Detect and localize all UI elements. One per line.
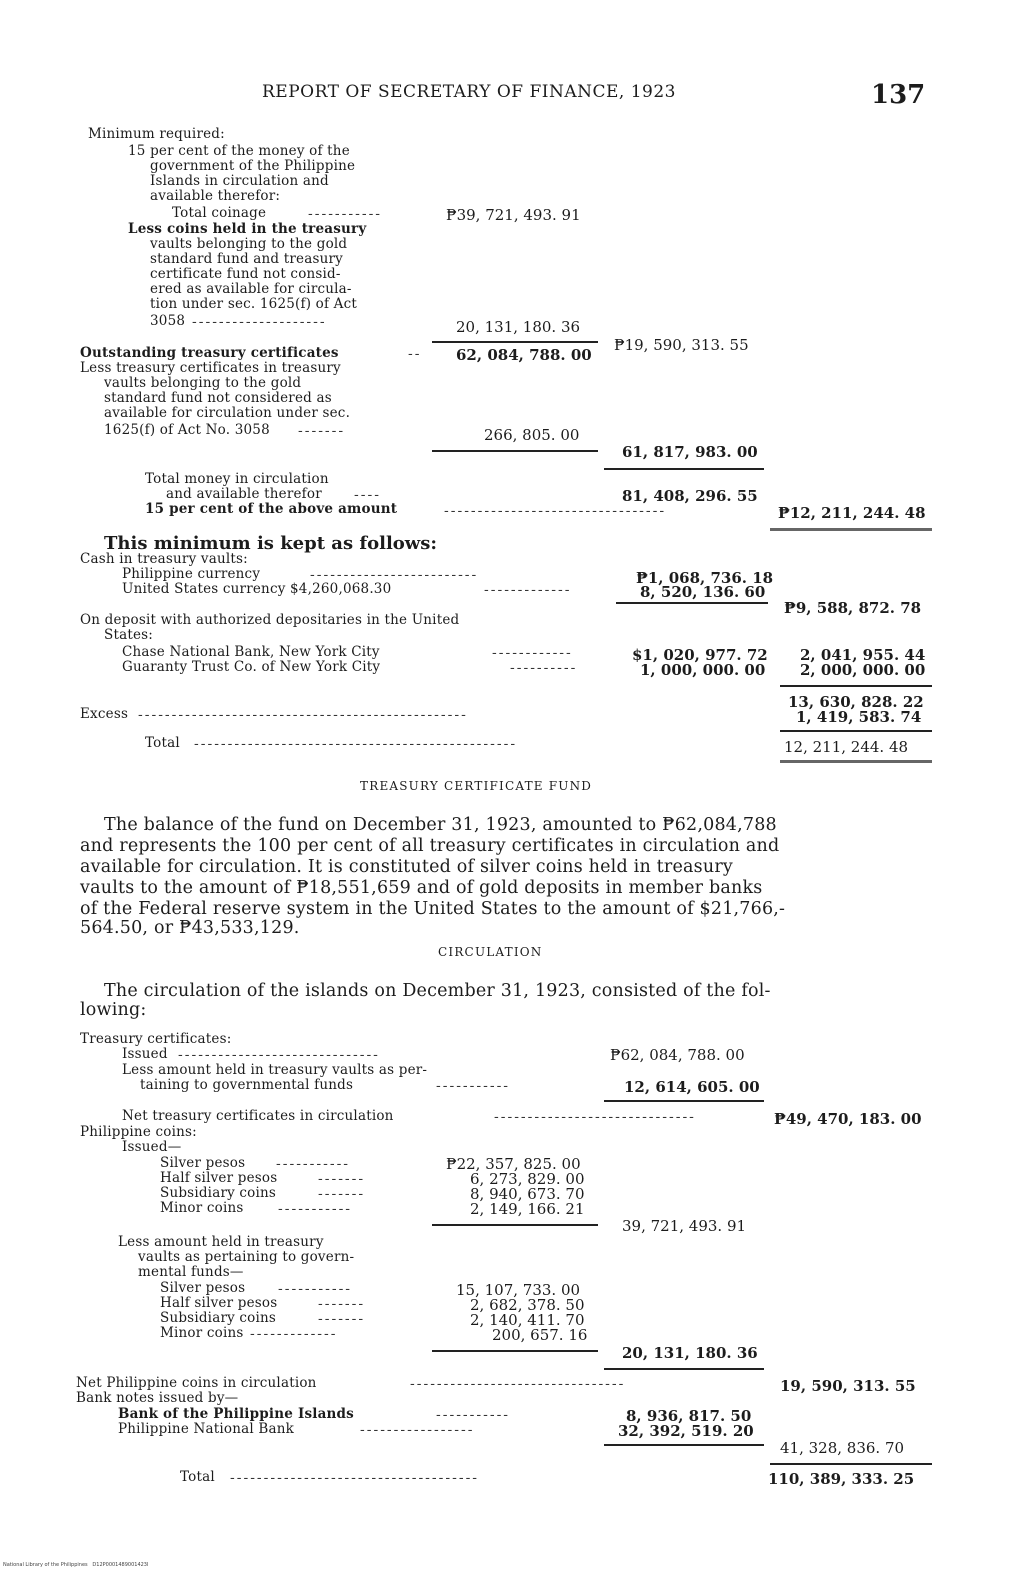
fund-heading: TREASURY CERTIFICATE FUND [360,779,593,793]
less-coins-value: 20, 131, 180. 36 [456,318,581,336]
circulation-total-value: 110, 389, 333. 25 [768,1470,915,1488]
half-silver-held-value: 2, 682, 378. 50 [470,1296,585,1314]
double-rule [780,760,932,763]
min-text: Islands in circulation and [150,173,329,189]
leader: ----------- [276,1156,351,1172]
net-cert-value: 61, 817, 983. 00 [622,443,758,461]
rule [604,1100,764,1102]
min-text: government of the Philippine [150,158,356,174]
guaranty-php-value: 2, 000, 000. 00 [800,661,926,679]
rule [780,685,932,687]
net-treasury-value: ₱49, 470, 183. 00 [774,1110,922,1128]
footer-scan-id: National Library of the Philippines D12P0001489001423I [3,1562,149,1568]
silver-pesos-held-value: 15, 107, 733. 00 [456,1281,581,1299]
sum-value: 13, 630, 828. 22 [788,693,924,711]
coins-issued-total: 39, 721, 493. 91 [622,1217,747,1235]
subsidiary-held-value: 2, 140, 411. 70 [470,1311,585,1329]
leader: ----------- [436,1407,511,1423]
rule [432,341,598,343]
rule [604,468,764,470]
subsidiary-label: Subsidiary coins [160,1185,277,1201]
leader: -------------------------------- [410,1376,626,1392]
less-amount-text: mental funds— [138,1264,244,1280]
deposit-text: On deposit with authorized depositaries in the United [80,612,460,628]
less-cert-text: standard fund not considered as [104,390,332,406]
outstanding-label: Outstanding treasury certificates [80,345,339,361]
net-coins-label: Net Philippine coins in circulation [76,1375,317,1391]
total-coinage-label: Total coinage [172,205,267,221]
issued-value: ₱62, 084, 788. 00 [610,1046,745,1064]
total-money-text: and available therefor [166,486,322,502]
leader: ---------- [510,660,578,676]
cash-label: Cash in treasury vaults: [80,551,248,567]
less-amount-text: Less amount held in treasury [118,1234,324,1250]
fund-paragraph-line: of the Federal reserve system in the United States to the amount of $21,766,- [80,899,786,919]
bank-notes-label: Bank notes issued by— [76,1390,239,1406]
leader: ------------------------------------------------- [138,707,468,723]
circulation-intro-line: The circulation of the islands on December 31, 1923, consisted of the fol- [104,981,771,1001]
less-coins-text: vaults belonging to the gold [150,236,348,252]
less-coins-text: certificate fund not consid- [150,266,341,282]
rule [432,450,598,452]
fund-paragraph-line: 564.50, or ₱43,533,129. [80,918,300,938]
leader: ------------------------- [310,567,479,583]
pnb-label: Philippine National Bank [118,1421,295,1437]
rule [432,1350,598,1352]
leader: ------------------------------------- [230,1470,480,1486]
leader: ----------- [308,206,383,222]
page-header-title: REPORT OF SECRETARY OF FINANCE, 1923 [262,82,676,102]
rule [780,730,932,732]
treasury-certificates-label: Treasury certificates: [80,1031,232,1047]
leader: ------- [318,1296,366,1312]
leader: ---- [354,487,381,503]
less-coins-text: Less coins held in the treasury [128,221,367,237]
leader: ------- [298,423,346,439]
subsidiary-value: 8, 940, 673. 70 [470,1185,585,1203]
fifteen-pct-value: ₱12, 211, 244. 48 [778,504,926,522]
less-cert-text: 1625(f) of Act No. 3058 [104,422,270,438]
page-number: 137 [871,80,926,110]
less-coins-text: 3058 [150,313,186,329]
chase-label: Chase National Bank, New York City [122,644,380,660]
half-silver-label: Half silver pesos [160,1170,278,1186]
excess-label: Excess [80,706,129,722]
circulation-heading: CIRCULATION [438,945,543,959]
bank-notes-total: 41, 328, 836. 70 [780,1439,905,1457]
total-money-text: Total money in circulation [145,471,329,487]
leader: ------------- [484,582,572,598]
coins-held-total: 20, 131, 180. 36 [622,1344,758,1362]
circulation-total-label: Total [180,1469,215,1485]
leader: -------------------- [192,314,327,330]
bpi-label: Bank of the Philippine Islands [118,1406,354,1422]
chase-usd-value: $1, 020, 977. 72 [632,646,768,664]
rule [770,1463,932,1465]
guaranty-label: Guaranty Trust Co. of New York City [122,659,381,675]
less-coins-text: tion under sec. 1625(f) of Act [150,296,358,312]
chase-php-value: 2, 041, 955. 44 [800,646,926,664]
min-text: 15 per cent of the money of the [128,143,350,159]
us-currency-value: 8, 520, 136. 60 [640,583,766,601]
leader: ------- [318,1311,366,1327]
coins-issued-label: Issued— [122,1139,182,1155]
less-cert-text: available for circulation under sec. [104,405,351,421]
less-cert-text: vaults belonging to the gold [104,375,302,391]
bpi-value: 8, 936, 817. 50 [626,1407,752,1425]
guaranty-usd-value: 1, 000, 000. 00 [640,661,766,679]
less-coins-text: ered as available for circula- [150,281,352,297]
fifteen-pct-label: 15 per cent of the above amount [145,501,398,517]
fund-paragraph-line: available for circulation. It is constituted of silver coins held in treasury [80,857,733,877]
less-held-text: Less amount held in treasury vaults as per- [122,1062,428,1078]
leader: ------------------------------ [494,1109,696,1125]
leader: ----------- [278,1201,353,1217]
total-money-value: 81, 408, 296. 55 [622,487,758,505]
min-text: available therefor: [150,188,281,204]
kept-total-label: Total [145,735,180,751]
silver-pesos-label: Silver pesos [160,1155,246,1171]
minor-coins-label: Minor coins [160,1200,244,1216]
deposit-text: States: [104,627,154,643]
leader: ----------- [278,1281,353,1297]
kept-heading: This minimum is kept as follows: [104,533,438,554]
half-silver-value: 6, 273, 829. 00 [470,1170,585,1188]
leader: ------------------------------------------------ [194,736,518,752]
circulation-intro-line: lowing: [80,1000,147,1020]
outstanding-value: 62, 084, 788. 00 [456,346,592,364]
leader: ----------- [436,1078,511,1094]
leader: ------- [318,1186,366,1202]
rule [604,1368,764,1370]
double-rule [770,528,932,531]
rule [432,1224,598,1226]
less-coins-text: standard fund and treasury [150,251,343,267]
pnb-value: 32, 392, 519. 20 [618,1422,754,1440]
leader: ------------ [492,645,573,661]
leader: ----------------- [360,1422,475,1438]
fund-paragraph-line: The balance of the fund on December 31, 1923, amounted to ₱62,084,788 [104,815,777,835]
less-amount-text: vaults as pertaining to govern- [138,1249,355,1265]
silver-pesos-value: ₱22, 357, 825. 00 [446,1155,581,1173]
half-silver-held-label: Half silver pesos [160,1295,278,1311]
kept-total-value: 12, 211, 244. 48 [784,738,909,756]
silver-pesos-held-label: Silver pesos [160,1280,246,1296]
leader: -- [408,346,422,362]
rule [604,1444,764,1446]
less-held-text: taining to governmental funds [140,1077,354,1093]
less-cert-text: Less treasury certificates in treasury [80,360,341,376]
minor-held-label: Minor coins [160,1325,244,1341]
subsidiary-held-label: Subsidiary coins [160,1310,277,1326]
minor-coins-value: 2, 149, 166. 21 [470,1200,585,1218]
fund-paragraph-line: vaults to the amount of ₱18,551,659 and of gold deposits in member banks [80,878,763,898]
leader: ------- [318,1171,366,1187]
leader: ------------------------------ [178,1047,380,1063]
rule [616,602,768,604]
philippine-currency-value: ₱1, 068, 736. 18 [636,569,774,587]
min-label: Minimum required: [88,126,225,142]
leader: ------------- [250,1326,338,1342]
issued-label: Issued [122,1046,168,1062]
excess-value: 1, 419, 583. 74 [796,708,922,726]
less-cert-value: 266, 805. 00 [484,426,580,444]
philippine-coins-label: Philippine coins: [80,1124,197,1140]
philippine-currency-label: Philippine currency [122,566,261,582]
less-held-value: 12, 614, 605. 00 [624,1078,760,1096]
net-coins-value: ₱19, 590, 313. 55 [614,336,749,354]
fund-paragraph-line: and represents the 100 per cent of all treasury certificates in circulation and [80,836,780,856]
total-coinage-value: ₱39, 721, 493. 91 [446,206,581,224]
net-coins-value: 19, 590, 313. 55 [780,1377,916,1395]
us-currency-label: United States currency $4,260,068.30 [122,581,392,597]
net-treasury-label: Net treasury certificates in circulation [122,1108,394,1124]
minor-held-value: 200, 657. 16 [492,1326,588,1344]
cash-total-value: ₱9, 588, 872. 78 [784,599,922,617]
leader: --------------------------------- [444,503,667,519]
